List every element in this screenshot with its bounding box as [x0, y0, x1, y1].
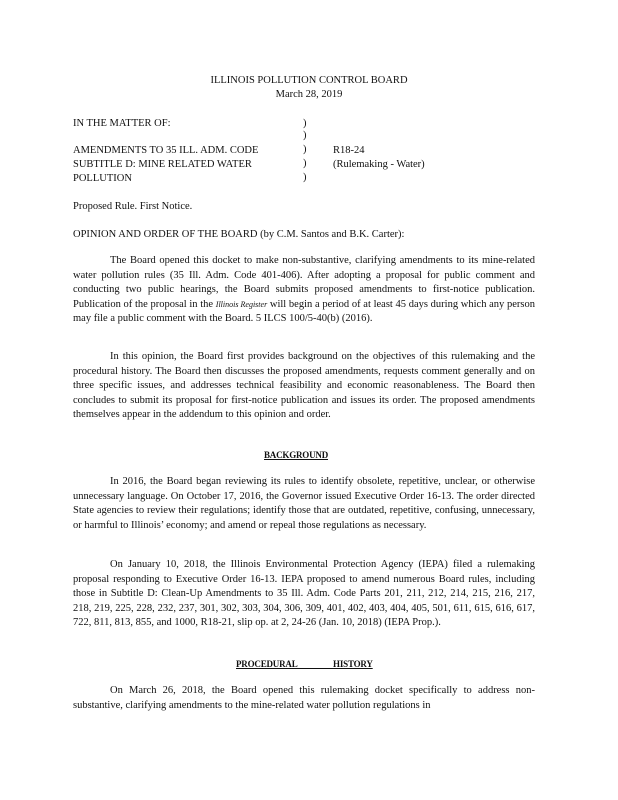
matter-heading: IN THE MATTER OF: [73, 118, 171, 129]
document-date: March 28, 2019 [275, 89, 343, 100]
opinion-line: OPINION AND ORDER OF THE BOARD (by C.M. Santos and B.K. Carter): [73, 229, 405, 240]
paragraph-procedural-1 [73, 684, 535, 713]
caption-subject-line1: AMENDMENTS TO 35 ILL. ADM. CODE [73, 145, 259, 156]
proposed-rule-line: Proposed Rule. First Notice. [73, 201, 193, 212]
caption-paren: ) [303, 144, 307, 155]
caption-paren: ) [303, 172, 307, 183]
caption-paren: ) [303, 130, 307, 141]
paragraph-background-1 [73, 475, 535, 533]
board-title: ILLINOIS POLLUTION CONTROL BOARD [210, 75, 408, 86]
paragraph-overview [73, 350, 535, 423]
caption-paren: ) [303, 118, 307, 129]
docket-number: R18-24 [333, 145, 365, 156]
caption-paren: ) [303, 158, 307, 169]
paragraph-procedural-1-text: On March 26, 2018, the Board opened this rulemaking docket specifically to address non-substantive, clarifying amendments to the mine-related water pollution regulations in [73, 685, 535, 711]
background-heading: BACKGROUND [264, 450, 329, 460]
paragraph-overview-text: In this opinion, the Board first provides background on the objectives of this rulemaking and the procedural history. The Board then discusses the proposed amendments, requests comment generally and on three specific issues, and addresses technical feasibility and economic reasonableness. The Board then concludes to submit its proposal for first-notice publication and issues its order. The proposed amendments themselves appear in the addendum to this opinion and order. [73, 351, 535, 421]
illinois-register-citation: Illinois Register [215, 299, 268, 309]
caption-subject-line2: SUBTITLE D: MINE RELATED WATER [73, 159, 252, 170]
paragraph-intro-text: The Board opened this docket to make non-substantive, clarifying amendments to its mine-related water pollution rules (35 Ill. Adm. Code 401-406). After adopting a proposal for public comment and conducting two public hearings, the Board submits proposed amendments to first-notice publication. Publication of the proposal in the [73, 255, 535, 310]
paragraph-intro-text-end: will begin a period of at least 45 days during which any person may file a public comment with the Board. 5 ILCS 100/5-40(b) (2016). [73, 298, 536, 325]
caption-subject-line3: POLLUTION [73, 173, 132, 184]
paragraph-background-1-text: In 2016, the Board began reviewing its rules to identify obsolete, repetitive, unclear, or otherwise unnecessary language. On October 17, 2016, the Governor issued Executive Order 16-13. The order directed State agencies to review their regulations; identify those that are outdated, repetitive, confusing, unnecessary, or harmful to Illinois’ economy; and amend or repeal those regulations as necessary. [73, 476, 535, 531]
docket-type: (Rulemaking - Water) [333, 159, 425, 170]
paragraph-background-2-text: On January 10, 2018, the Illinois Environmental Protection Agency (IEPA) filed a rulemaking proposal responding to Executive Order 16-13. IEPA proposed to amend numerous Board rules, including those in Subtitle D: Clean-Up Amendments to 35 Ill. Adm. Code Parts 201, 211, 212, 214, 215, 216, 217, 218, 219, 225, 228, 232, 237, 301, 302, 303, 304, 306, 309, 401, 402, 403, 404, 405, 501, 611, 615, 616, 617, 722, 811, 813, 855, and 1000, R18-21, slip op. at 2, 24-26 (Jan. 10, 2018) (IEPA Prop.). [73, 559, 535, 629]
paragraph-intro [73, 254, 535, 327]
paragraph-background-2 [73, 558, 535, 631]
procedural-history-heading: PROCEDURAL HISTORY [236, 659, 373, 669]
